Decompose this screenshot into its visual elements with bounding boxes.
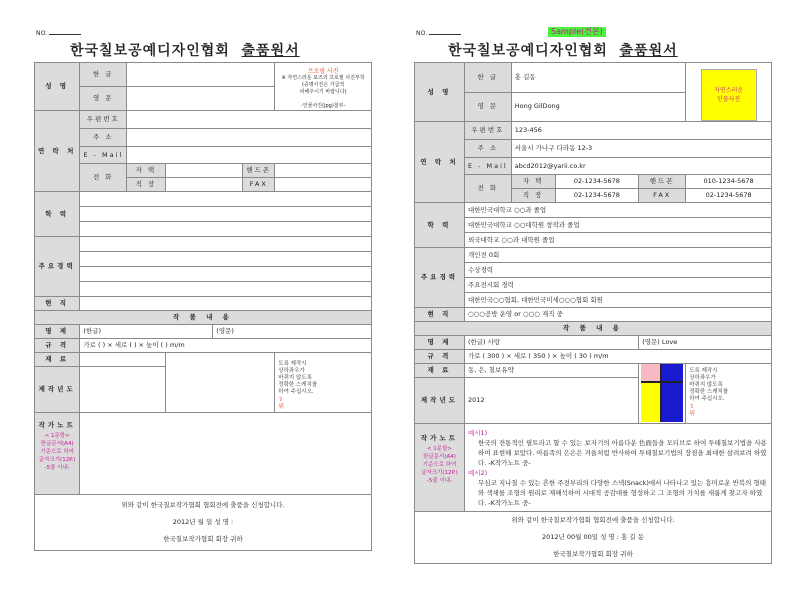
s-material-value[interactable]: 동, 은, 칠보유약 bbox=[464, 364, 638, 378]
career-line-3[interactable] bbox=[80, 267, 372, 282]
s-career-line-4[interactable]: 대한민국○○협회, 대한민국미세○○○협회 회원 bbox=[464, 293, 771, 308]
form-title bbox=[70, 40, 300, 60]
s-profile-photo: 자연스러운 인물사진 bbox=[701, 69, 757, 121]
s-current-job-label: 현 직 bbox=[415, 308, 465, 322]
s-artist-note-title: 작가노트 bbox=[420, 434, 459, 442]
email-field[interactable] bbox=[127, 147, 372, 164]
education-line-3[interactable] bbox=[80, 222, 372, 237]
artist-note-field[interactable] bbox=[80, 413, 372, 495]
s-signature-line[interactable]: 2012년 00월 00일 성 명 : 홍 길 동 bbox=[541, 533, 645, 541]
s-work-name-label: 명 제 bbox=[415, 336, 465, 350]
title-english-prefix: (영문) bbox=[216, 327, 234, 335]
form-subtitle: 출품원서 bbox=[241, 43, 300, 59]
s-home-phone-value[interactable]: 02-1234-5678 bbox=[555, 175, 639, 189]
s-arrow-up-label: 위 bbox=[689, 410, 695, 417]
s-name-english-value[interactable]: Hong GilDong bbox=[511, 92, 685, 122]
s-artist-note-label bbox=[415, 424, 465, 512]
education-line-1[interactable] bbox=[80, 192, 372, 207]
s-postal-label: 우편번호 bbox=[464, 122, 511, 140]
artist-note-title: 작가노트 bbox=[38, 421, 76, 429]
s-english-label: 영 문 bbox=[464, 92, 511, 122]
hangul-label: 한 글 bbox=[80, 63, 127, 87]
s-career-line-3[interactable]: 주요전시회 경력 bbox=[464, 278, 771, 293]
s-addressee-text: 한국칠보작가협회 회장 귀하 bbox=[553, 550, 633, 558]
s-size-value[interactable]: 가로 ( 300 ) × 세로 ( 350 ) × 높이 ( 30 ) m/m bbox=[464, 350, 771, 364]
s-career-line-1[interactable]: 개인전 0회 bbox=[464, 248, 771, 263]
s-sketch-note bbox=[686, 364, 772, 424]
artist-note-label bbox=[35, 413, 80, 495]
work-name-english-field[interactable] bbox=[213, 325, 372, 339]
s-sketch-box[interactable] bbox=[639, 364, 686, 424]
s-work-phone-label: 직 장 bbox=[511, 189, 555, 203]
sketch-note-text: 도록 제작시 상하좌우가 바뀌지 않도록 정확한 스케치를 하여 주십시오. bbox=[278, 361, 318, 395]
addressee-text: 한국칠보작가협회 회장 귀하 bbox=[163, 535, 243, 543]
s-title-english-value: Love bbox=[661, 338, 678, 346]
photo-description: ※ 자연스러운 포즈의 프로필 사진부착 (증명사진은 가급적 피해주시기 바랍니다) bbox=[281, 75, 365, 95]
education-line-2[interactable] bbox=[80, 207, 372, 222]
s-education-label: 학 력 bbox=[415, 203, 465, 248]
size-field[interactable]: 가로 ( ) × 세로 ( ) × 높이 ( ) m/m bbox=[80, 339, 372, 353]
fax-field[interactable] bbox=[275, 178, 372, 192]
s-email-value[interactable]: abcd2012@yarii.co.kr bbox=[511, 158, 771, 175]
s-sketch-note-text: 도록 제작시 상하좌우가 바뀌지 않도록 정확한 스케치를 하여 주십시오. bbox=[689, 368, 729, 402]
name-hangul-field[interactable] bbox=[127, 63, 275, 87]
s-works-section-header: 작 품 내 용 bbox=[415, 322, 772, 336]
s-fax-label: FAX bbox=[639, 189, 686, 203]
s-work-phone-value[interactable]: 02-1234-5678 bbox=[555, 189, 639, 203]
career-line-2[interactable] bbox=[80, 252, 372, 267]
s-material-label: 재 료 bbox=[415, 364, 465, 378]
s-year-label: 제작년도 bbox=[415, 378, 465, 424]
works-section-header: 작 품 내 용 bbox=[35, 311, 372, 325]
work-name-hangul-field[interactable] bbox=[80, 325, 213, 339]
sample-form-number-label: NO. bbox=[416, 30, 428, 37]
year-label: 제작년도 bbox=[35, 367, 80, 413]
phone-label: 전 화 bbox=[80, 164, 127, 192]
career-line-4[interactable] bbox=[80, 282, 372, 297]
work-name-label: 명 제 bbox=[35, 325, 80, 339]
material-field[interactable] bbox=[80, 353, 165, 367]
sample-form-title bbox=[448, 40, 678, 60]
education-label: 학 력 bbox=[35, 192, 80, 237]
work-phone-label: 직 장 bbox=[127, 178, 165, 192]
signature-line[interactable]: 2012년 월 일 성 명 : bbox=[172, 518, 234, 526]
home-phone-label: 자 택 bbox=[127, 164, 165, 178]
photo-attach-note: -인물사진(jpg)첨부- bbox=[301, 103, 346, 109]
s-arrow-up-icon: ⇧ bbox=[689, 403, 695, 410]
postal-field[interactable] bbox=[127, 111, 372, 129]
s-phone-label: 전 화 bbox=[464, 175, 511, 203]
s-postal-value[interactable]: 123-456 bbox=[511, 122, 771, 140]
s-address-label: 주 소 bbox=[464, 140, 511, 158]
sketch-note bbox=[275, 353, 372, 413]
s-mobile-value[interactable]: 010-1234-5678 bbox=[686, 175, 772, 189]
s-education-line-2[interactable]: 대한민국대학교 ○○대학원 창작과 졸업 bbox=[464, 218, 771, 233]
s-artist-note-value[interactable] bbox=[464, 424, 771, 512]
mobile-field[interactable] bbox=[275, 164, 372, 178]
s-title-hangul-prefix: (한글) bbox=[467, 338, 486, 346]
sample-form-title-text: 한국칠보공예디자인협회 bbox=[448, 43, 608, 59]
arrow-up-label: 위 bbox=[278, 403, 285, 410]
photo-title: 프로필 사진 bbox=[307, 68, 339, 75]
example2-text: 무심코 지나칠 수 있는 흔한 주전부리의 다양한 스낵(Snack)에서 나타나고 있는 흥미로운 반복의 형태와 색채를 조형의 원리로 재해석하여 시대적 공감대를 형성하고 그 조형의 가치를 새롭게 찾고자 하였다. -K작가노트 중- bbox=[477, 479, 766, 507]
declaration-text: 위와 같이 한국칠보작가협회 협회전에 출품을 신청합니다. bbox=[121, 501, 285, 509]
s-fax-value[interactable]: 02-1234-5678 bbox=[686, 189, 772, 203]
career-line-1[interactable] bbox=[80, 237, 372, 252]
profile-photo-box[interactable] bbox=[275, 63, 372, 111]
year-field[interactable] bbox=[80, 367, 165, 413]
s-home-phone-label: 자 택 bbox=[511, 175, 555, 189]
s-email-label: E - Mail bbox=[464, 158, 511, 175]
current-job-field[interactable] bbox=[80, 297, 372, 311]
sample-form-number bbox=[416, 30, 461, 37]
artwork-sketch-image bbox=[641, 364, 683, 422]
example2-label: 예시2) bbox=[467, 469, 488, 477]
s-title-hangul-value: 사랑 bbox=[487, 338, 501, 346]
sample-form-table bbox=[414, 62, 772, 564]
s-career-label: 주요경력 bbox=[415, 248, 465, 308]
address-label: 주 소 bbox=[80, 129, 127, 147]
contact-label: 연 락 처 bbox=[35, 111, 80, 192]
work-phone-field[interactable] bbox=[165, 178, 243, 192]
fax-label: FAX bbox=[243, 178, 275, 192]
s-artist-note-guideline: < 1문항> 한글문서(A4) 기준으로 하여 글자크기(12P.) -5줄 이내- bbox=[421, 446, 458, 484]
s-hangul-label: 한 글 bbox=[464, 63, 511, 93]
declaration-block bbox=[35, 495, 372, 551]
home-phone-field[interactable] bbox=[165, 164, 243, 178]
name-english-field[interactable] bbox=[127, 87, 275, 111]
s-declaration-block bbox=[415, 512, 772, 564]
s-title-english-prefix: (영문) bbox=[642, 338, 660, 346]
english-label: 영 문 bbox=[80, 87, 127, 111]
s-work-name-hangul[interactable] bbox=[464, 336, 638, 350]
s-mobile-label: 핸드폰 bbox=[639, 175, 686, 189]
example1-text: 한국의 전통적인 필트라고 할 수 있는 보자기의 아름다운 色面들을 모티브로 하여 투태칠보기법을 사용하여 표현해 보았다. 아름족의 은은은 겨울처럼 반사하여 투태칠보기법의 장점을 최대한 살려보려 하였다. -K작가노트 중- bbox=[477, 439, 767, 467]
s-career-line-2[interactable]: 수상경력 bbox=[464, 263, 771, 278]
career-label: 주요경력 bbox=[35, 237, 80, 297]
s-size-label: 규 격 bbox=[415, 350, 465, 364]
form-number-label: NO. bbox=[36, 30, 48, 37]
s-education-line-3[interactable]: 외국대학교 ○○과 대학원 졸업 bbox=[464, 233, 771, 248]
s-year-value[interactable]: 2012 bbox=[464, 378, 638, 424]
s-address-value[interactable]: 서울시 가나구 다라동 12-3 bbox=[511, 140, 771, 158]
s-contact-label: 연 락 처 bbox=[415, 122, 465, 203]
sketch-box[interactable] bbox=[165, 353, 275, 413]
arrow-up-icon: ⇧ bbox=[278, 396, 284, 403]
title-hangul-prefix: (한글) bbox=[83, 327, 102, 335]
postal-label: 우편번호 bbox=[80, 111, 127, 129]
s-name-label: 성 명 bbox=[415, 63, 465, 122]
s-name-hangul-value[interactable]: 홍 길동 bbox=[511, 63, 685, 93]
artist-note-guideline: < 1문항> 한글문서(A4) 기준으로 하여 글자크기(12P.) -5줄 이내- bbox=[38, 433, 76, 471]
material-label: 재 료 bbox=[35, 353, 80, 367]
sample-form-subtitle: 출품원서 bbox=[619, 43, 678, 59]
name-label: 성 명 bbox=[35, 63, 80, 111]
s-declaration-text: 위와 같이 한국칠보작가협회 협회전에 출품을 신청합니다. bbox=[511, 516, 675, 524]
form-title-text: 한국칠보공예디자인협회 bbox=[70, 43, 230, 59]
mobile-label: 핸드폰 bbox=[243, 164, 275, 178]
size-label: 규 격 bbox=[35, 339, 80, 353]
example1-label: 예시1) bbox=[467, 429, 488, 437]
address-field[interactable] bbox=[127, 129, 372, 147]
current-job-label: 현 직 bbox=[35, 297, 80, 311]
s-profile-photo-box[interactable] bbox=[686, 63, 772, 122]
s-current-job-value[interactable]: ○○○공방 운영 or ○○○ 재직 중 bbox=[464, 308, 771, 322]
sample-badge: Sample(견본) bbox=[548, 27, 606, 37]
email-label: E - Mail bbox=[80, 147, 127, 164]
s-work-name-english[interactable] bbox=[639, 336, 772, 350]
blank-form-table bbox=[34, 62, 372, 551]
form-number bbox=[36, 30, 81, 37]
s-education-line-1[interactable]: 대한민국대학교 ○○과 졸업 bbox=[464, 203, 771, 218]
